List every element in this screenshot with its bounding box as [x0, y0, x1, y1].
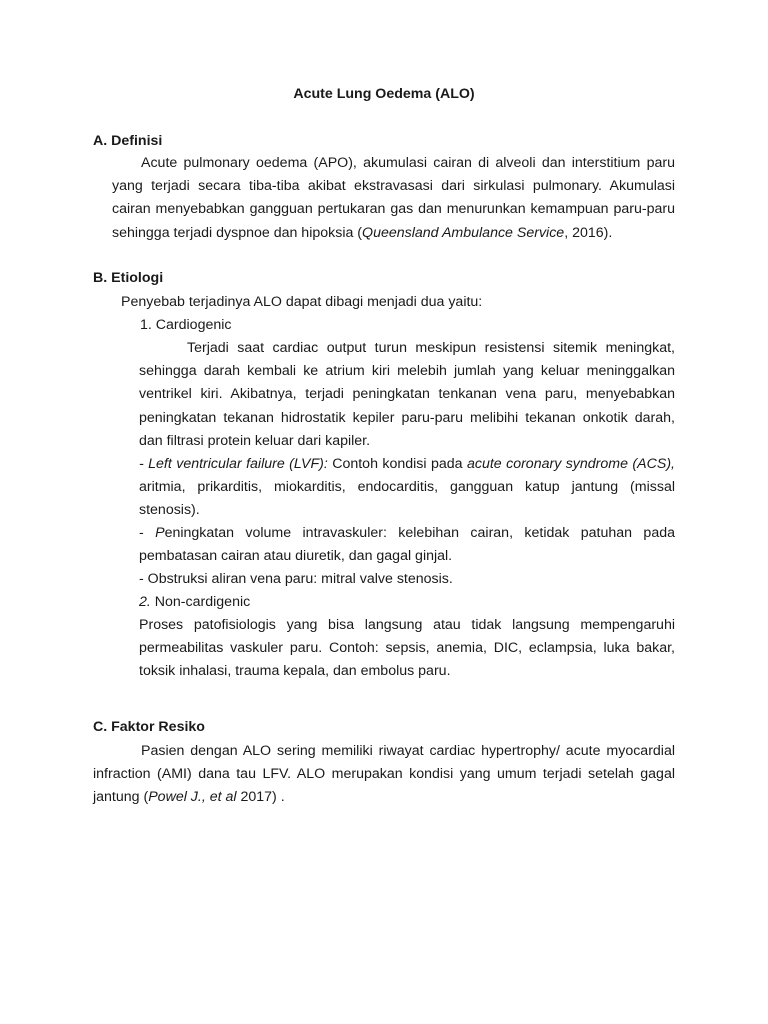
non-cardiogenic-paragraph: Proses patofisiologis yang bisa langsung atau tidak langsung mempengaruhi permeabilitas vaskuler paru. Contoh: sepsis, anemia, DIC, eclampsia, luka bakar, toksik inhalasi, trauma kepala, dan embolus paru. — [139, 617, 675, 680]
volume-paragraph — [139, 522, 675, 568]
section-a-citation: Queensland Ambulance Service — [362, 224, 565, 241]
section-b-heading: B. Etiologi — [93, 270, 164, 286]
lvf-paragraph — [139, 453, 675, 523]
volume-p: P — [155, 525, 165, 541]
volume-text: eningkatan volume intravaskuler: kelebihan cairan, ketidak patuhan pada pembatasan cairan atau diuretik, dan gagal ginjal. — [139, 525, 675, 565]
section-a-citation-year: , 2016). — [564, 224, 613, 241]
volume-dash: - — [139, 525, 156, 541]
section-c-citation-year: 2017) . — [236, 789, 285, 806]
cardiogenic-label: 1. Cardiogenic — [140, 317, 232, 333]
section-c-paragraph — [93, 740, 675, 810]
section-b-intro: Penyebab terjadinya ALO dapat dibagi menjadi dua yaitu: — [121, 294, 483, 310]
lvf-text: Contoh kondisi pada — [327, 456, 467, 472]
obstruksi-line: - Obstruksi aliran vena paru: mitral valve stenosis. — [139, 571, 453, 587]
non-cardiogenic-number: 2. — [139, 594, 151, 610]
lvf-label: - Left ventricular failure (LVF): — [139, 456, 328, 472]
section-c-heading: C. Faktor Resiko — [93, 719, 205, 735]
section-a-text: Acute pulmonary oedema (APO), akumulasi cairan di alveoli dan interstitium paru yang terjadi secara tiba-tiba akibat ekstravasasi dari sirkulasi pulmonary. Akumulasi cairan menyebabkan gangguan pertukaran gas dan menurunkan kemampuan paru-paru sehingga terjadi dyspnoe dan hipoksia ( — [112, 155, 675, 241]
non-cardiogenic-label — [139, 591, 675, 614]
section-c-text: Pasien dengan ALO sering memiliki riwayat cardiac hypertrophy/ acute myocardial infraction (AMI) dana tau LFV. ALO merupakan kondisi yang umum terjadi setelah gagal jantung ( — [93, 743, 675, 806]
section-a-paragraph — [112, 152, 675, 245]
lvf-text-rest: aritmia, prikarditis, miokarditis, endocarditis, gangguan katup jantung (missal stenosis). — [139, 479, 675, 519]
cardiogenic-paragraph: Terjadi saat cardiac output turun meskipun resistensi sitemik meningkat, sehingga darah kembali ke atrium kiri melebih jumlah yang keluar meninggalkan ventrikel kiri. Akibatnya, terjadi peningkatan tenkanan vena paru, menyebabkan peningkatan tekanan hidrostatik kepiler paru-paru melibihi tekanan onkotik darah, dan filtrasi protein keluar dari kapiler. — [139, 340, 675, 449]
section-a-heading: A. Definisi — [93, 133, 163, 149]
section-c-citation: Powel J., et al — [148, 789, 237, 806]
lvf-acs: acute coronary syndrome (ACS), — [466, 456, 675, 472]
document-title: Acute Lung Oedema (ALO) — [293, 86, 475, 102]
non-cardiogenic-text: Non-cardigenic — [150, 594, 251, 610]
